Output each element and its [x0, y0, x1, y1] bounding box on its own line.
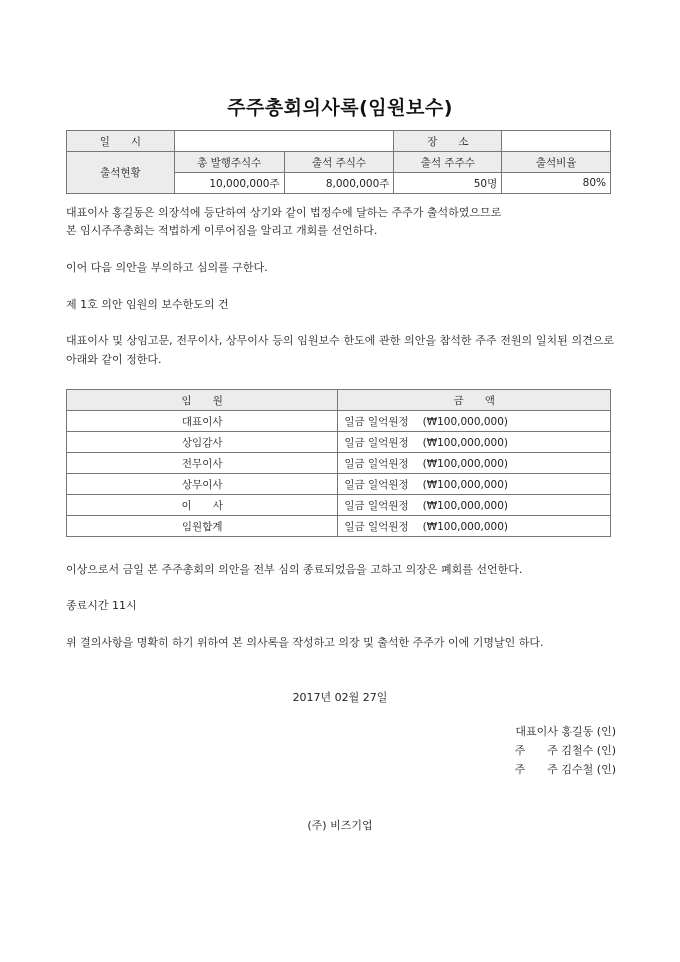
amount-won: (₩100,000,000): [422, 415, 508, 428]
table-row: [67, 516, 611, 537]
amount-won: (₩100,000,000): [422, 457, 508, 470]
total-shares-header: 총 발행주식수: [174, 152, 284, 173]
amount-korean: 일금 일억원정: [344, 520, 409, 533]
date-place-row: [67, 131, 611, 152]
role-cell: 상무이사: [67, 474, 338, 495]
amount-cell: [338, 411, 611, 432]
amount-cell: [338, 432, 611, 453]
amount-korean: 일금 일억원정: [344, 457, 409, 470]
signature-line: 주 주 김철수 (인): [514, 744, 616, 757]
date-label: 일 시: [67, 131, 175, 152]
opening-line-2: 본 임시주주총회는 적법하게 이루어짐을 알리고 개회를 선언하다.: [66, 224, 378, 237]
place-value: [502, 131, 611, 152]
amount-cell: [338, 495, 611, 516]
amount-won: (₩100,000,000): [422, 499, 508, 512]
amount-korean: 일금 일억원정: [344, 415, 409, 428]
table-row: [67, 453, 611, 474]
attendance-table: [66, 130, 611, 194]
agenda-item: 제 1호 의안 임원의 보수한도의 건: [66, 298, 229, 311]
attestation-paragraph: 위 결의사항을 명확히 하기 위하여 본 의사록을 작성하고 의장 및 출석한 주주가 이에 기명날인 하다.: [66, 636, 544, 649]
meeting-date: 2017년 02월 27일: [292, 691, 388, 704]
date-value: [174, 131, 394, 152]
amount-won: (₩100,000,000): [422, 520, 508, 533]
role-header: 임 원: [67, 390, 338, 411]
company-name: (주) 비즈기업: [307, 819, 373, 832]
amount-won: (₩100,000,000): [422, 478, 508, 491]
signature-line: 주 주 김수철 (인): [514, 763, 616, 776]
amount-cell: [338, 516, 611, 537]
attending-shares-header: 출석 주식수: [284, 152, 394, 173]
table-row: [67, 432, 611, 453]
attendance-ratio-value: 80%: [502, 173, 611, 194]
table-row: [67, 495, 611, 516]
amount-korean: 일금 일억원정: [344, 478, 409, 491]
resolution-paragraph: 대표이사 및 상임고문, 전무이사, 상무이사 등의 임원보수 한도에 관한 의안을 참석한 주주 전원의 일치된 의견으로 아래와 같이 정한다.: [66, 334, 614, 366]
compensation-table: [66, 389, 611, 537]
amount-header: 금 액: [338, 390, 611, 411]
amount-korean: 일금 일억원정: [344, 436, 409, 449]
role-cell: 임원합계: [67, 516, 338, 537]
signature-line: 대표이사 홍길동 (인): [515, 725, 616, 738]
table-row: [67, 474, 611, 495]
attendance-ratio-header: 출석비율: [502, 152, 611, 173]
role-cell: 대표이사: [67, 411, 338, 432]
amount-cell: [338, 453, 611, 474]
role-cell: 전무이사: [67, 453, 338, 474]
attending-shareholders-value: 50명: [394, 173, 502, 194]
opening-line-1: 대표이사 홍길동은 의장석에 등단하여 상기와 같이 법정수에 달하는 주주가 출석하였으므로: [66, 206, 502, 219]
closing-paragraph: 이상으로서 금일 본 주주총회의 의안을 전부 심의 종료되었음을 고하고 의장은 폐회를 선언한다.: [66, 563, 523, 576]
amount-korean: 일금 일억원정: [344, 499, 409, 512]
compensation-header-row: [67, 390, 611, 411]
attending-shareholders-header: 출석 주주수: [394, 152, 502, 173]
document-title: 주주총회의사록(임원보수): [227, 97, 453, 119]
agenda-intro: 이어 다음 의안을 부의하고 심의를 구한다.: [66, 261, 268, 274]
table-row: [67, 411, 611, 432]
amount-won: (₩100,000,000): [422, 436, 508, 449]
place-label: 장 소: [394, 131, 502, 152]
role-cell: 상임감사: [67, 432, 338, 453]
attendance-header-row: [67, 152, 611, 173]
amount-cell: [338, 474, 611, 495]
total-shares-value: 10,000,000주: [174, 173, 284, 194]
end-time: 종료시간 11시: [66, 599, 137, 612]
attending-shares-value: 8,000,000주: [284, 173, 394, 194]
attendance-status-label: 출석현황: [67, 152, 175, 194]
role-cell: 이 사: [67, 495, 338, 516]
